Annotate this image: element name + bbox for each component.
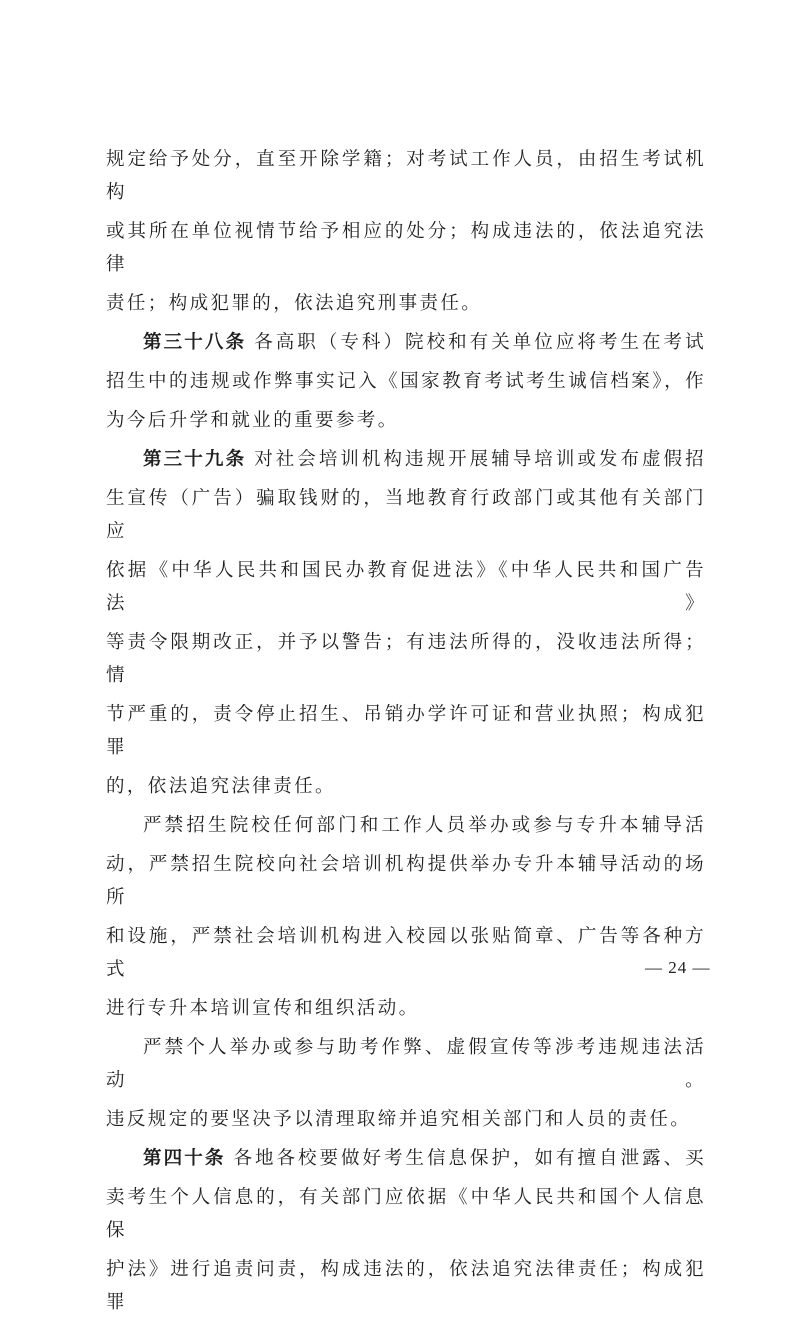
text-line: 护法》进行追责问责，构成违法的，依法追究法律责任；构成犯罪 (106, 1259, 706, 1313)
text-line: 依据《中华人民共和国民办教育促进法》《中华人民共和国广告法》 (106, 560, 706, 614)
article-number: 第三十八条 (143, 332, 247, 353)
text-line: 和设施，严禁社会培训机构进入校园以张贴简章、广告等各种方式 (106, 926, 706, 980)
text-line: 责任；构成犯罪的，依法追究刑事责任。 (106, 293, 483, 314)
text-line: 或其所在单位视情节给予相应的处分；构成违法的，依法追究法律 (106, 221, 706, 275)
paragraph-cheating-ban (106, 1031, 706, 1136)
text-line: 卖考生个人信息的，有关部门应依据《中华人民共和国个人信息保 (106, 1187, 706, 1241)
paragraph-penalty-continuation (106, 143, 706, 320)
page-number: — 24 — (645, 958, 711, 977)
text-line: 节严重的，责令停止招生、吊销办学许可证和营业执照；构成犯罪 (106, 704, 706, 758)
text-line: 各地各校要做好考生信息保护，如有擅自泄露、买 (233, 1148, 706, 1169)
text-line: 生宣传（广告）骗取钱财的，当地教育行政部门或其他有关部门应 (106, 488, 706, 542)
paragraph-article-40 (106, 1142, 706, 1319)
text-line: 各高职（专科）院校和有关单位应将考生在考试 (254, 332, 706, 353)
text-line: 严禁招生院校任何部门和工作人员举办或参与专升本辅导活 (143, 815, 706, 836)
text-line: 对社会培训机构违规开展辅导培训或发布虚假招 (254, 449, 706, 470)
paragraph-article-38 (106, 326, 706, 437)
text-line: 招生中的违规或作弊事实记入《国家教育考试考生诚信档案》，作 (106, 371, 706, 392)
paragraph-training-ban (106, 809, 706, 1025)
document-body (106, 143, 706, 1319)
paragraph-article-39 (106, 443, 706, 803)
text-line: 进行专升本培训宣传和组织活动。 (106, 998, 420, 1019)
text-line: 严禁个人举办或参与助考作弊、虚假宣传等涉考违规违法活动。 (106, 1037, 706, 1091)
text-line: 违反规定的要坚决予以清理取缔并追究相关部门和人员的责任。 (106, 1109, 692, 1130)
text-line: 等责令限期改正，并予以警告；有违法所得的，没收违法所得；情 (106, 632, 706, 686)
article-number: 第三十九条 (143, 449, 247, 470)
article-number: 第四十条 (143, 1148, 226, 1169)
text-line: 规定给予处分，直至开除学籍；对考试工作人员，由招生考试机构 (106, 149, 706, 203)
text-line: 动，严禁招生院校向社会培训机构提供举办专升本辅导活动的场所 (106, 854, 706, 908)
text-line: 的，依法追究法律责任。 (106, 776, 336, 797)
text-line: 为今后升学和就业的重要参考。 (106, 410, 399, 431)
